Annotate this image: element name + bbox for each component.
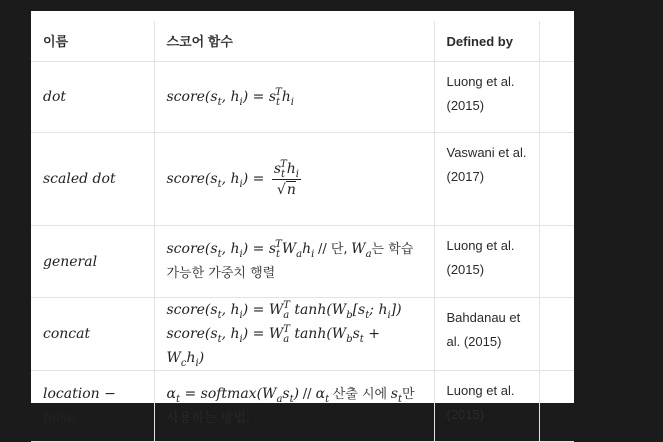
ref-line-1: Luong et al.: [446, 238, 515, 253]
table-row: [31, 62, 574, 133]
row-name: [31, 62, 154, 133]
header-defined-by: Defined by: [434, 21, 539, 62]
ref-line-2: (2015): [446, 407, 485, 422]
score-function-table: [31, 21, 574, 442]
scaled-dot-formula: $score(s_t$, $h_i$) = $\frac{s_t^Th_i}{√n}$: [166, 158, 299, 198]
general-note-b: 는 학습: [371, 242, 414, 257]
row-name-text: scaled dot: [43, 171, 116, 187]
ref-line-2: al. (2015): [446, 334, 502, 349]
table-row: [31, 371, 574, 442]
location-note-b: 산출 시에: [332, 386, 388, 402]
header-empty: [539, 21, 574, 62]
header-name: 이름: [31, 21, 154, 62]
row-formula: [154, 133, 434, 226]
ref-line-2: (2015): [446, 262, 485, 277]
location-note-line-2: 사용하는 방법.: [166, 410, 251, 426]
general-formula-line-1: $score(s_t$, $h_i) = s_t^TW_ah_i$ // 단, $W_a$는 학습: [166, 239, 414, 260]
general-note-line-2: 가능한 가중치 행렬: [166, 266, 276, 281]
row-name: [31, 133, 154, 226]
row-formula: [154, 226, 434, 298]
row-name-text: dot: [43, 89, 67, 105]
table-row: [31, 298, 574, 371]
general-note-a: // 단,: [317, 242, 348, 257]
table-header-row: [31, 21, 574, 62]
row-empty: [539, 226, 574, 298]
row-name-text: location − base: [43, 386, 116, 426]
row-formula: [154, 298, 434, 371]
row-name-text: concat: [43, 326, 91, 342]
ref-line-2: (2017): [446, 169, 485, 184]
ref-line-1: Luong et al.: [446, 383, 515, 398]
row-empty: [539, 371, 574, 442]
row-name: [31, 298, 154, 371]
ref-line-1: Vaswani et al.: [446, 145, 527, 160]
row-name: [31, 371, 154, 442]
row-formula: [154, 62, 434, 133]
row-defined-by: [434, 371, 539, 442]
table-row: [31, 226, 574, 298]
row-empty: [539, 62, 574, 133]
ref-line-1: Bahdanau et: [446, 310, 521, 325]
table-row: [31, 133, 574, 226]
location-formula-line-1: $\alpha_t$ = $softmax(W_as_t) // \alpha_t$ 산출 시에 $s_t$만: [166, 385, 415, 405]
header-score-function: 스코어 함수: [154, 21, 434, 62]
row-empty: [539, 298, 574, 371]
score-function-table-card: [31, 11, 574, 426]
row-formula: [154, 371, 434, 442]
row-empty: [539, 133, 574, 226]
dot-formula: $score(s_t$, $h_i) = s_t^Th_i$: [166, 87, 294, 108]
location-note-c: 만: [401, 386, 415, 402]
concat-formula-line-2: $score(s_t$, $h_i) = W_a^T$ $\tanh(W_bs_t + W_ch_i)$: [166, 324, 380, 369]
location-note-a: //: [302, 386, 316, 402]
row-defined-by: [434, 226, 539, 298]
ref-line-2: (2015): [446, 98, 485, 113]
row-defined-by: [434, 62, 539, 133]
row-defined-by: [434, 298, 539, 371]
row-defined-by: [434, 133, 539, 226]
row-name-text: general: [43, 253, 98, 270]
concat-formula-line-1: $score(s_t$, $h_i) = W_a^T$ $\tanh(W_b[s_t$; $h_i$]): [166, 300, 402, 321]
row-name: [31, 226, 154, 298]
ref-line-1: Luong et al.: [446, 74, 515, 89]
